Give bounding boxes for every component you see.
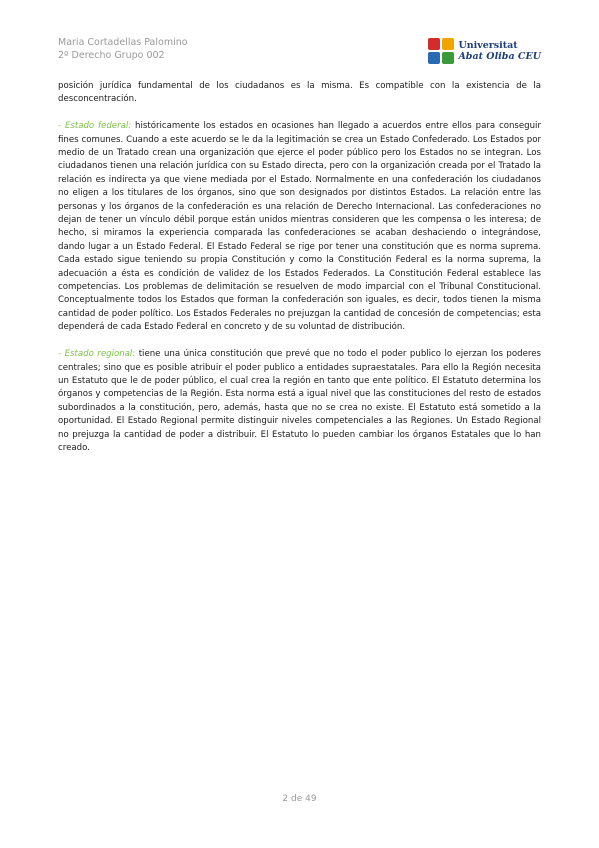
document-body	[58, 80, 541, 469]
text-estado-federal: históricamente los estados en ocasiones han llegado a acuerdos entre ellos para conseguir fines comunes. Cuando a este acuerdo se le da la legitimación se crea un Estado Confederado. Los Estados por medio de un Tratado crean una organización que ejerce el poder público pero los Estados no se integran. Los ciudadanos tienen una relación jurídica con su Estado directa, pero con la organización creada por el Tratado la relación es indirecta ya que viene mediada por el Estado. Normalmente en una confederación los ciudadanos no eligen a los titulares de los órganos, sino que son designados por distintos Estados. La relación entre las personas y los órganos de la confederación es una relación de Derecho Internacional. Las confederaciones no dejan de tener un vínculo débil porque están unidos mientras consideren que les compensa o les interesa; de hecho, si miramos la experiencia comparada las confederaciones se acaban deshaciendo o integrándose, dando lugar a un Estado Federal. El Estado Federal se rige por tener una constitución que es norma suprema. Cada estado sigue teniendo su propia Constitución y como la Constitución Federal es la norma suprema, la adecuación a ésta es condición de validez de los Estados Federados. La Constitución Federal establece las competencias. Los problemas de delimitación se resuelven de modo imparcial con el Tribunal Constitucional. Conceptualmente todos los Estados que forman la confederación son iguales, es decir, todos tienen la misma cantidad de poder político. Los Estados Federales no prejuzgan la cantidad de concesión de competencias; esta dependerá de cada Estado Federal en concreto y de su voluntad de distribución.	[58, 121, 541, 333]
author-course: 2º Derecho Grupo 002	[58, 50, 165, 61]
page-number: 2 de 49	[282, 794, 317, 804]
text-estado-regional: tiene una única constitución que prevé que no todo el poder publico lo ejerzan los poderes centrales; sino que es posible atribuir el poder publico a entidades supraestatales. Para ello la Región necesita un Estatuto que le de poder público, el cual crea la región en tanto que ente político. El Estatuto determina los órganos y competencias de la Región. Esta norma está a igual nivel que las constituciones del resto de estados subordinados a la constitución, pero, además, hasta que no se crea no existe. El Estatuto está sometido a la oportunidad. El Estado Regional permite distinguir niveles competenciales a las Regiones. Un Estado Regional no prejuzga la cantidad de poder a distribuir. El Estatuto lo pueden cambiar los órganos Estatales que lo han creado.	[58, 349, 541, 453]
author-name: Maria Cortadellas Palomino	[58, 37, 188, 48]
term-estado-federal: - Estado federal:	[58, 121, 132, 132]
logo-line-2: Abat Oliba CEU	[458, 51, 541, 62]
logo-line-1: Universitat	[458, 40, 518, 51]
page-header	[58, 36, 541, 76]
paragraph-continuation: posición jurídica fundamental de los ciudadanos es la misma. Es compatible con la existencia de la desconcentración.	[58, 81, 541, 105]
paragraph-estado-regional	[58, 348, 541, 455]
university-logo-icon	[428, 38, 454, 64]
university-logo	[428, 36, 541, 66]
university-logo-text	[458, 40, 541, 62]
term-estado-regional: - Estado regional:	[58, 349, 136, 360]
paragraph-estado-federal	[58, 120, 541, 335]
